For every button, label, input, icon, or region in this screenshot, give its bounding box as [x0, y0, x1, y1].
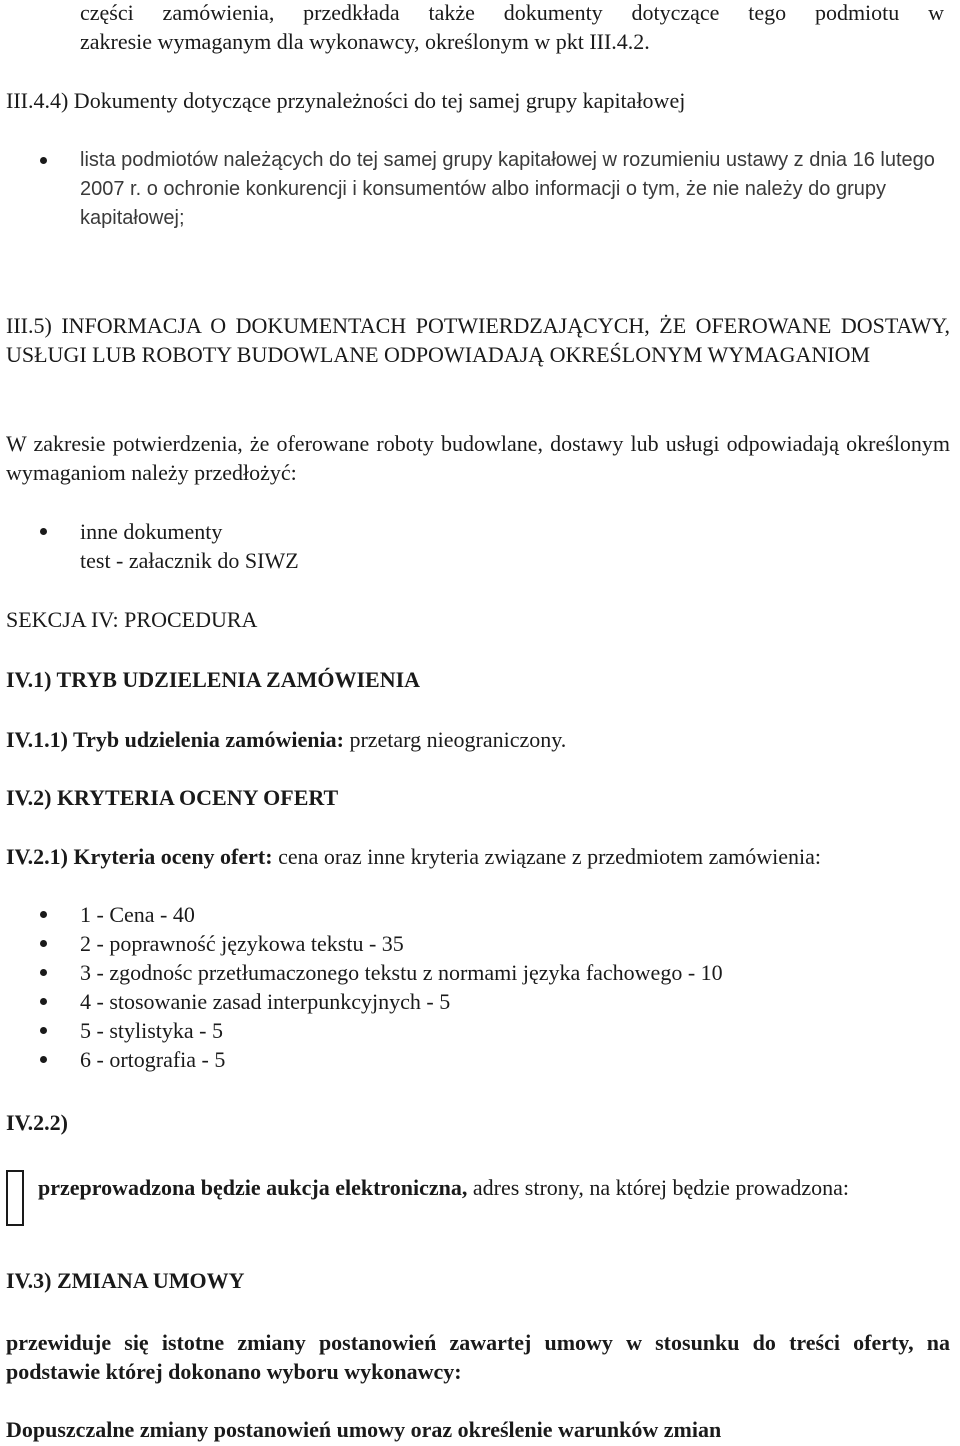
- allowed-changes-heading: Dopuszczalne zmiany postanowień umowy oraz określenie warunków zmian: [6, 1417, 722, 1442]
- auction-checkbox-icon: [6, 1170, 24, 1226]
- value-iv-1-1: przetarg nieograniczony.: [343, 727, 567, 752]
- list-item: [0, 1045, 950, 1074]
- auction-bold-text: przeprowadzona będzie aukcja elektroniczna,: [38, 1175, 468, 1200]
- groups-bullet-list: [0, 146, 950, 233]
- documents-bullet-line-1: inne dokumenty: [80, 519, 223, 544]
- section-heading-iii-4-4: III.4.4) Dokumenty dotyczące przynależności do tej samej grupy kapitałowej: [6, 88, 686, 113]
- bullet-icon: [40, 528, 47, 535]
- list-item: [0, 146, 950, 233]
- documents-bullet-list: [0, 517, 950, 575]
- section-title-iv: SEKCJA IV: PROCEDURA: [6, 607, 258, 632]
- criterion-text: 2 - poprawność językowa tekstu - 35: [80, 931, 404, 956]
- confirmation-paragraph: W zakresie potwierdzenia, że oferowane roboty budowlane, dostawy lub usługi odpowiadają określonym wymaganiom należy przedłożyć:: [6, 431, 950, 485]
- criterion-text: 6 - ortografia - 5: [80, 1047, 226, 1072]
- list-item: [0, 929, 950, 958]
- criterion-text: 1 - Cena - 40: [80, 902, 195, 927]
- heading-iv-2: IV.2) KRYTERIA OCENY OFERT: [6, 785, 339, 810]
- label-iv-2-1: IV.2.1) Kryteria oceny ofert:: [6, 844, 273, 869]
- contract-change-paragraph: przewiduje się istotne zmiany postanowień zawartej umowy w stosunku do treści oferty, na podstawie której dokonano wyboru wykonawcy:: [6, 1330, 950, 1384]
- label-iv-1-1: IV.1.1) Tryb udzielenia zamówienia:: [6, 727, 344, 752]
- heading-iv-2-2: IV.2.2): [6, 1110, 68, 1135]
- section-heading-iii-5: III.5) INFORMACJA O DOKUMENTACH POTWIERDZAJĄCYCH, ŻE OFEROWANE DOSTAWY, USŁUGI LUB ROBOTY BUDOWLANE ODPOWIADAJĄ OKREŚLONYM WYMAGANIOM: [6, 313, 950, 367]
- groups-bullet-text: lista podmiotów należących do tej samej grupy kapitałowej w rozumieniu ustawy z dnia 16 lutego 2007 r. o ochronie konkurencji i konsumentów albo informacji o tym, że nie należy do grupy kapitałowej;: [80, 149, 935, 229]
- paragraph-iv-1-1: [6, 725, 950, 754]
- documents-bullet-line-2: test - załacznik do SIWZ: [80, 548, 299, 573]
- intro-line-1: części zamówienia, przedkłada także dokumenty dotyczące tego podmiotu w: [80, 0, 944, 25]
- criterion-text: 5 - stylistyka - 5: [80, 1018, 223, 1043]
- list-item: [0, 987, 950, 1016]
- paragraph-iv-2-1: [6, 842, 950, 871]
- criterion-text: 3 - zgodnośc przetłumaczonego tekstu z normami języka fachowego - 10: [80, 960, 723, 985]
- list-item: [0, 900, 950, 929]
- bullet-icon: [40, 998, 47, 1005]
- bullet-icon: [40, 1056, 47, 1063]
- heading-iv-1: IV.1) TRYB UDZIELENIA ZAMÓWIENIA: [6, 667, 421, 692]
- bullet-icon: [40, 911, 47, 918]
- list-item: [0, 1016, 950, 1045]
- list-item: [0, 517, 950, 575]
- value-iv-2-1: cena oraz inne kryteria związane z przedmiotem zamówienia:: [272, 844, 822, 869]
- auction-text: adres strony, na której będzie prowadzona:: [467, 1175, 849, 1200]
- list-item: [0, 958, 950, 987]
- auction-paragraph: [38, 1173, 950, 1202]
- bullet-icon: [40, 157, 47, 164]
- intro-line-2: zakresie wymaganym dla wykonawcy, określonym w pkt III.4.2.: [80, 29, 650, 54]
- bullet-icon: [40, 969, 47, 976]
- intro-paragraph: [80, 0, 944, 56]
- criterion-text: 4 - stosowanie zasad interpunkcyjnych - 5: [80, 989, 451, 1014]
- criteria-bullet-list: [0, 900, 950, 1074]
- heading-iv-3: IV.3) ZMIANA UMOWY: [6, 1268, 245, 1293]
- bullet-icon: [40, 940, 47, 947]
- bullet-icon: [40, 1027, 47, 1034]
